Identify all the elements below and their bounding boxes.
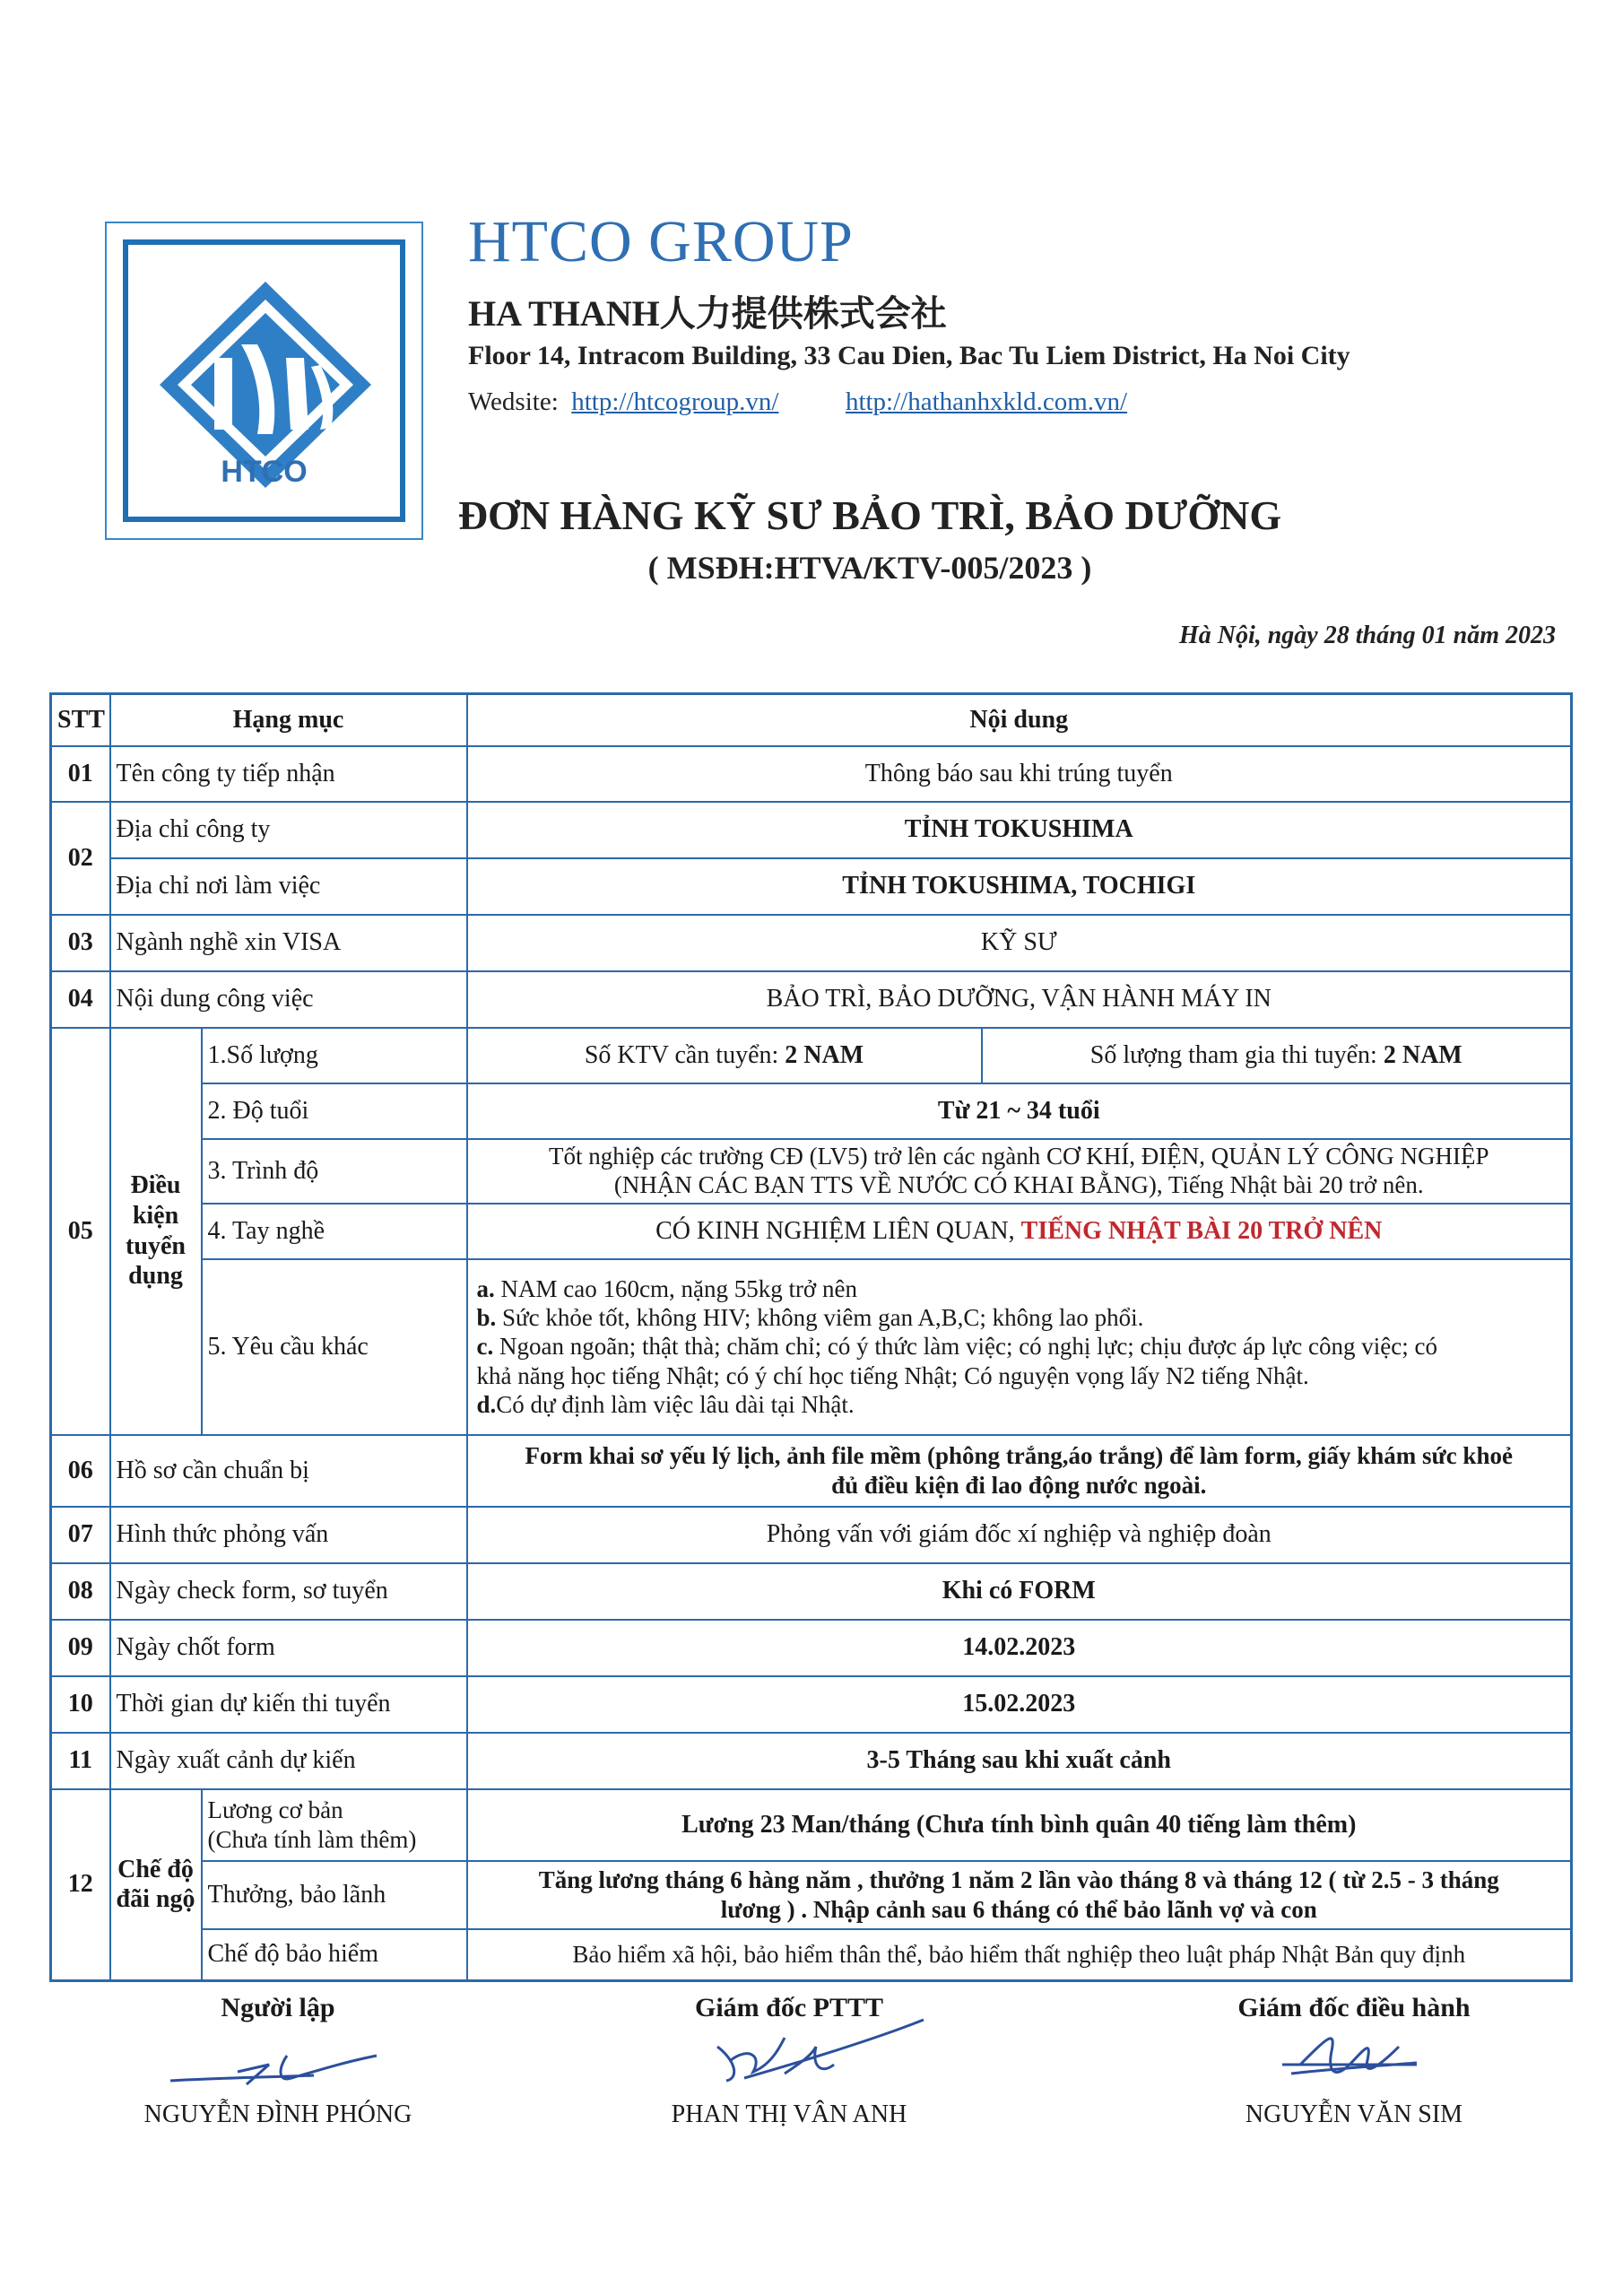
table-row (51, 1789, 1572, 1861)
row-value: 3-5 Tháng sau khi xuất cảnh (467, 1733, 1572, 1789)
signature-mark-2 (628, 2011, 968, 2092)
row-label: Ngành nghề xin VISA (110, 915, 467, 971)
table-row (51, 1563, 1572, 1620)
row-value: Tốt nghiệp các trường CĐ (LV5) trở lên các ngành CƠ KHÍ, ĐIỆN, QUẢN LÝ CÔNG NGHIỆP (NHẬN CÁC BẠN TTS VỀ NƯỚC CÓ KHAI BẰNG), Tiếng Nhật bài 20 trở nên. (467, 1139, 1572, 1204)
row-label: 1.Số lượng (202, 1028, 467, 1083)
row-label: Nội dung công việc (110, 971, 467, 1028)
table-row (51, 1139, 1572, 1204)
row-label: 5. Yêu cầu khác (202, 1259, 467, 1435)
row-label: 4. Tay nghề (202, 1204, 467, 1259)
row-number: 10 (51, 1676, 110, 1733)
company-subname: HA THANH人力提供株式会社 (468, 293, 947, 334)
document-code: ( MSĐH:HTVA/KTV-005/2023 ) (647, 550, 1092, 586)
table-row (51, 1028, 1572, 1083)
row-value: Form khai sơ yếu lý lịch, ảnh file mềm (phông trắng,áo trắng) để làm form, giấy khám sức khoẻ đủ điều kiện đi lao động nước ngoài. (467, 1435, 1572, 1507)
logo-text: HTCO (221, 455, 308, 489)
row-label: Địa chỉ nơi làm việc (110, 858, 467, 915)
row-value: Tăng lương tháng 6 hàng năm , thưởng 1 năm 2 lần vào tháng 8 và tháng 12 ( từ 2.5 - 3 tháng lương ) . Nhập cảnh sau 6 tháng có thể bảo lãnh vợ và con (467, 1861, 1572, 1929)
row-value: Phỏng vấn với giám đốc xí nghiệp và nghiệp đoàn (467, 1507, 1572, 1563)
header-category: Hạng mục (110, 694, 467, 746)
row-number: 12 (51, 1789, 110, 1981)
table-header-row (51, 694, 1572, 746)
company-websites (468, 387, 1127, 417)
row-number: 06 (51, 1435, 110, 1507)
row-number: 02 (51, 802, 110, 915)
row-label: Địa chỉ công ty (110, 802, 467, 858)
row-value: Bảo hiểm xã hội, bảo hiểm thân thể, bảo hiểm thất nghiệp theo luật pháp Nhật Bản quy định (467, 1929, 1572, 1981)
table-row (51, 915, 1572, 971)
row-number: 09 (51, 1620, 110, 1676)
row-value: 15.02.2023 (467, 1676, 1572, 1733)
row-label: 3. Trình độ (202, 1139, 467, 1204)
signature-mark-1 (135, 2029, 421, 2100)
row-number: 07 (51, 1507, 110, 1563)
website-link-1[interactable]: http://htcogroup.vn/ (571, 387, 779, 416)
table-row (51, 971, 1572, 1028)
table-row (51, 1861, 1572, 1929)
row-number: 01 (51, 746, 110, 802)
row-label: Ngày xuất cảnh dự kiến (110, 1733, 467, 1789)
table-row (51, 1929, 1572, 1981)
row-label: Tên công ty tiếp nhận (110, 746, 467, 802)
row-label: Thưởng, bảo lãnh (202, 1861, 467, 1929)
row-label: Chế độ bảo hiểm (202, 1929, 467, 1981)
other-requirements: a. NAM cao 160cm, nặng 55kg trở nên b. Sức khỏe tốt, không HIV; không viêm gan A,B,C; không lao phổi. c. Ngoan ngoãn; thật thà; chăm chỉ; có ý thức làm việc; có nghị lực; chịu được áp lực công việc; có khả năng học tiếng Nhật; có ý chí học tiếng Nhật; Có nguyện vọng lấy N2 tiếng Nhật. d.Có dự định làm việc lâu dài tại Nhật. (467, 1259, 1572, 1435)
row-value: BẢO TRÌ, BẢO DƯỠNG, VẬN HÀNH MÁY IN (467, 971, 1572, 1028)
group-label: Chế độ đãi ngộ (110, 1789, 202, 1981)
document-date: Hà Nội, ngày 28 tháng 01 năm 2023 (1178, 622, 1556, 649)
row-label: Ngày chốt form (110, 1620, 467, 1676)
website-link-2[interactable]: http://hathanhxkld.com.vn/ (845, 387, 1128, 416)
row-label: Hồ sơ cần chuẩn bị (110, 1435, 467, 1507)
table-row (51, 802, 1572, 858)
table-row (51, 1204, 1572, 1259)
table-row (51, 1507, 1572, 1563)
document-title: ĐƠN HÀNG KỸ SƯ BẢO TRÌ, BẢO DƯỠNG (457, 492, 1282, 538)
row-value: KỸ SƯ (467, 915, 1572, 971)
header-stt: STT (51, 694, 110, 746)
company-name: HTCO GROUP (468, 209, 854, 274)
row-number: 11 (51, 1733, 110, 1789)
row-label: 2. Độ tuổi (202, 1083, 467, 1139)
table-row (51, 1733, 1572, 1789)
row-value: 14.02.2023 (467, 1620, 1572, 1676)
row-label: Thời gian dự kiến thi tuyển (110, 1676, 467, 1733)
order-table (49, 692, 1573, 1982)
row-number: 04 (51, 971, 110, 1028)
row-value: Thông báo sau khi trúng tuyển (467, 746, 1572, 802)
table-row (51, 1259, 1572, 1435)
signature-mark-3 (1193, 2011, 1515, 2100)
table-row (51, 1083, 1572, 1139)
row-value: CÓ KINH NGHIỆM LIÊN QUAN, TIẾNG NHẬT BÀI 20 TRỞ NÊN (467, 1204, 1572, 1259)
row-value: Khi có FORM (467, 1563, 1572, 1620)
row-value: Lương 23 Man/tháng (Chưa tính bình quân 40 tiếng làm thêm) (467, 1789, 1572, 1861)
group-label: Điều kiện tuyển dụng (110, 1028, 202, 1435)
row-label: Lương cơ bản (Chưa tính làm thêm) (202, 1789, 467, 1861)
header-content: Nội dung (467, 694, 1572, 746)
row-label: Hình thức phỏng vấn (110, 1507, 467, 1563)
quantity-exam: Số lượng tham gia thi tuyển: 2 NAM (982, 1028, 1572, 1083)
table-row (51, 858, 1572, 915)
row-value: TỈNH TOKUSHIMA (467, 802, 1572, 858)
table-row (51, 746, 1572, 802)
signature-executive-director: Giám đốc điều hành NGUYỄN VĂN SIM (1193, 1993, 1515, 2109)
website-label: Wedsite: (468, 387, 559, 416)
row-value: TỈNH TOKUSHIMA, TOCHIGI (467, 858, 1572, 915)
signature-preparer: Người lập NGUYỄN ĐÌNH PHÓNG (135, 1993, 421, 2109)
table-row (51, 1435, 1572, 1507)
signature-director-pttt: Giám đốc PTTT PHAN THỊ VÂN ANH (646, 1993, 933, 2109)
quantity-recruit: Số KTV cần tuyển: 2 NAM (467, 1028, 982, 1083)
table-row (51, 1620, 1572, 1676)
row-number: 03 (51, 915, 110, 971)
row-number: 08 (51, 1563, 110, 1620)
row-number: 05 (51, 1028, 110, 1435)
table-row (51, 1676, 1572, 1733)
row-value: Từ 21 ~ 34 tuổi (467, 1083, 1572, 1139)
company-address: Floor 14, Intracom Building, 33 Cau Dien, Bac Tu Liem District, Ha Noi City (468, 341, 1350, 370)
row-label: Ngày check form, sơ tuyển (110, 1563, 467, 1620)
